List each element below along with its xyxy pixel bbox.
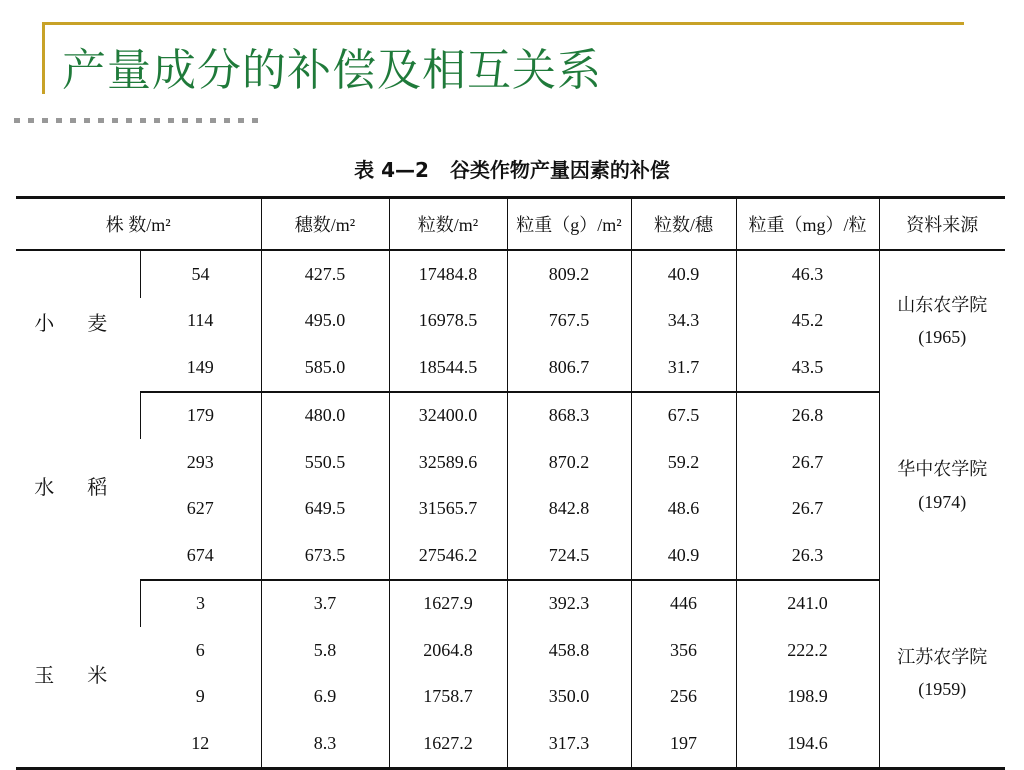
table-row [16, 580, 1005, 628]
table-cell: 32589.6 [389, 439, 507, 486]
table-cell: 1627.2 [389, 720, 507, 768]
table-cell: 6.9 [261, 674, 389, 721]
header-cell: 粒重（mg）/粒 [736, 198, 879, 251]
table-cell: 3 [140, 580, 261, 628]
slide-title: 产量成分的补偿及相互关系 [62, 45, 602, 96]
table-cell: 8.3 [261, 720, 389, 768]
table-body [16, 250, 1005, 768]
table-cell: 806.7 [507, 344, 631, 392]
table-cell: 480.0 [261, 392, 389, 440]
title-top-rule [42, 22, 964, 25]
table-cell: 45.2 [736, 298, 879, 345]
table-cell: 32400.0 [389, 392, 507, 440]
table-cell: 550.5 [261, 439, 389, 486]
table-cell: 6 [195, 639, 205, 660]
source-cell [879, 392, 1005, 580]
header-cell: 粒数/m² [389, 198, 507, 251]
table-cell: 9 [195, 686, 205, 707]
table-cell: 12 [140, 720, 261, 768]
table-cell: 392.3 [507, 580, 631, 628]
table-cell: 197 [631, 720, 736, 768]
table-cell: 767.5 [507, 298, 631, 345]
table-row [16, 486, 1005, 533]
table-cell: 870.2 [507, 439, 631, 486]
title-side-rule [42, 22, 45, 94]
table-cell: 350.0 [507, 674, 631, 721]
table-row [16, 720, 1005, 768]
table-cell: 724.5 [507, 532, 631, 580]
yield-compensation-table [16, 196, 1005, 770]
table-cell: 16978.5 [389, 298, 507, 345]
table-row [16, 250, 1005, 298]
table-cell: 458.8 [507, 627, 631, 674]
table-cell: 114 [187, 310, 214, 331]
header-cell: 穗数/m² [261, 198, 389, 251]
table-cell: 5.8 [261, 627, 389, 674]
table-cell: 26.7 [736, 439, 879, 486]
source-institution: 江苏农学院 [897, 646, 988, 667]
table-cell: 179 [140, 392, 261, 440]
table-cell: 26.7 [736, 486, 879, 533]
table-cell: 48.6 [631, 486, 736, 533]
table-row [16, 532, 1005, 580]
table-cell: 59.2 [631, 439, 736, 486]
table-cell: 241.0 [736, 580, 879, 628]
table-cell: 868.3 [507, 392, 631, 440]
table-cell: 31.7 [631, 344, 736, 392]
source-year: (1965) [918, 327, 967, 348]
table-cell: 43.5 [736, 344, 879, 392]
table-header-row [16, 198, 1005, 251]
header-cell: 粒数/穗 [631, 198, 736, 251]
table-cell: 26.8 [736, 392, 879, 440]
table-cell: 40.9 [631, 250, 736, 298]
table-cell: 842.8 [507, 486, 631, 533]
table-row [16, 627, 1005, 674]
table-cell: 427.5 [261, 250, 389, 298]
table-cell: 54 [140, 250, 261, 298]
table-row [16, 392, 1005, 440]
table-cell: 809.2 [507, 250, 631, 298]
table-cell: 31565.7 [389, 486, 507, 533]
table-cell: 627 [186, 498, 214, 519]
header-cell: 株 数/m² [16, 198, 261, 251]
table-cell: 3.7 [261, 580, 389, 628]
header-cell: 粒重（g）/m² [507, 198, 631, 251]
table-cell: 17484.8 [389, 250, 507, 298]
source-year: (1959) [918, 679, 967, 699]
table-cell: 18544.5 [389, 344, 507, 392]
table-row [16, 674, 1005, 721]
table-cell: 293 [186, 451, 214, 472]
table-row [16, 298, 1005, 345]
table-cell: 2064.8 [389, 627, 507, 674]
table-cell: 495.0 [261, 298, 389, 345]
table-cell: 356 [631, 627, 736, 674]
crop-name-cell: 水 稻 [34, 477, 122, 499]
scan-artifact [14, 118, 264, 123]
table-cell: 1627.9 [389, 580, 507, 628]
table-cell: 194.6 [736, 720, 879, 768]
table-cell: 674 [140, 532, 261, 580]
table-cell: 585.0 [261, 344, 389, 392]
table-cell: 446 [631, 580, 736, 628]
table-cell: 46.3 [736, 250, 879, 298]
source-institution: 山东农学院 [897, 294, 988, 315]
table-cell: 673.5 [261, 532, 389, 580]
table-cell: 40.9 [631, 532, 736, 580]
table-row [16, 439, 1005, 486]
table-caption: 表 4—2 谷类作物产量因素的补偿 [354, 158, 670, 182]
table-cell: 34.3 [631, 298, 736, 345]
source-cell [879, 250, 1005, 392]
table-row [16, 344, 1005, 392]
table-cell: 26.3 [736, 532, 879, 580]
table-cell: 27546.2 [389, 532, 507, 580]
table-cell: 649.5 [261, 486, 389, 533]
table-cell: 67.5 [631, 392, 736, 440]
table-cell: 198.9 [736, 674, 879, 721]
source-cell [879, 580, 1005, 769]
table-cell: 149 [140, 344, 261, 392]
crop-name-cell: 玉 米 [34, 664, 122, 687]
crop-name-cell: 小 麦 [34, 312, 122, 335]
source-year: (1974) [918, 491, 967, 512]
table-cell: 1758.7 [389, 674, 507, 721]
source-institution: 华中农学院 [897, 459, 988, 480]
table-cell: 222.2 [736, 627, 879, 674]
header-cell: 资料来源 [879, 198, 1005, 251]
table-cell: 256 [631, 674, 736, 721]
table-cell: 317.3 [507, 720, 631, 768]
